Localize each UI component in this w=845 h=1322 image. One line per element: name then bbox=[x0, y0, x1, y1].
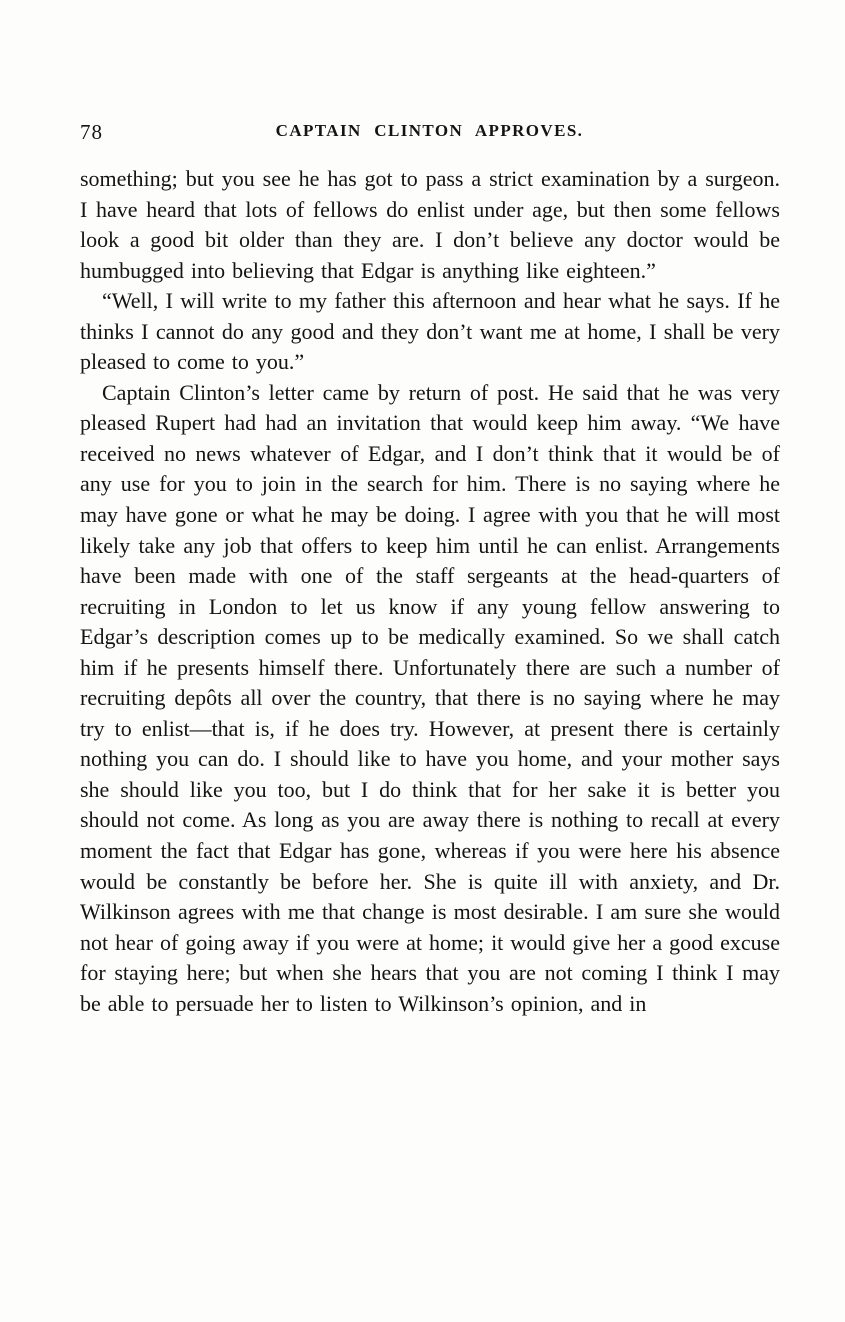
paragraph: “Well, I will write to my father this afternoon and hear what he says. If he thinks I cannot do any good and they don’t want me at home, I shall be very pleased to come to you.” bbox=[80, 288, 780, 375]
paragraph: Captain Clinton’s letter came by return of post. He said that he was very pleased Rupert had had an invitation that would keep him away. “We have received no news whatever of Edgar, and I don’t think that it would be of any use for you to join in the search for him. There is no saying where he may have gone or what he may be doing. I agree with you that he will most likely take any job that offers to keep him until he can enlist. Arrangements have been made with one of the staff sergeants at the head-quarters of recruiting in London to let us know if any young fellow answering to Edgar’s description comes up to be medically examined. So we shall catch him if he presents himself there. Unfortunately there are such a number of recruiting depôts all over the country, that there is no saying where he may try to enlist—that is, if he does try. However, at present there is certainly nothing you can do. I should like to have you home, and your mother says she should like you too, but I do think that for her sake it is better you should not come. As long as you are away there is nothing to recall at every moment the fact that Edgar has gone, whereas if you were here his absence would be constantly be before her. She is quite ill with anxiety, and Dr. Wilkinson agrees with me that change is most desirable. I am sure she would not hear of going away if you were at home; it would give her a good excuse for staying here; but when she hears that you are not coming I think I may be able to persuade her to listen to Wilkinson’s opinion, and in bbox=[80, 379, 780, 1016]
running-header bbox=[80, 118, 779, 146]
running-title: CAPTAIN CLINTON APPROVES. bbox=[275, 121, 584, 140]
page-number: 78 bbox=[80, 120, 103, 144]
paragraph: something; but you see he has got to pass a strict examination by a surgeon. I have heard that lots of fellows do enlist under age, but then some fellows look a good bit older than they are. I don’t believe any doctor would be humbugged into believing that Edgar is anything like eighteen.” bbox=[80, 166, 780, 283]
page-body bbox=[80, 164, 780, 1019]
